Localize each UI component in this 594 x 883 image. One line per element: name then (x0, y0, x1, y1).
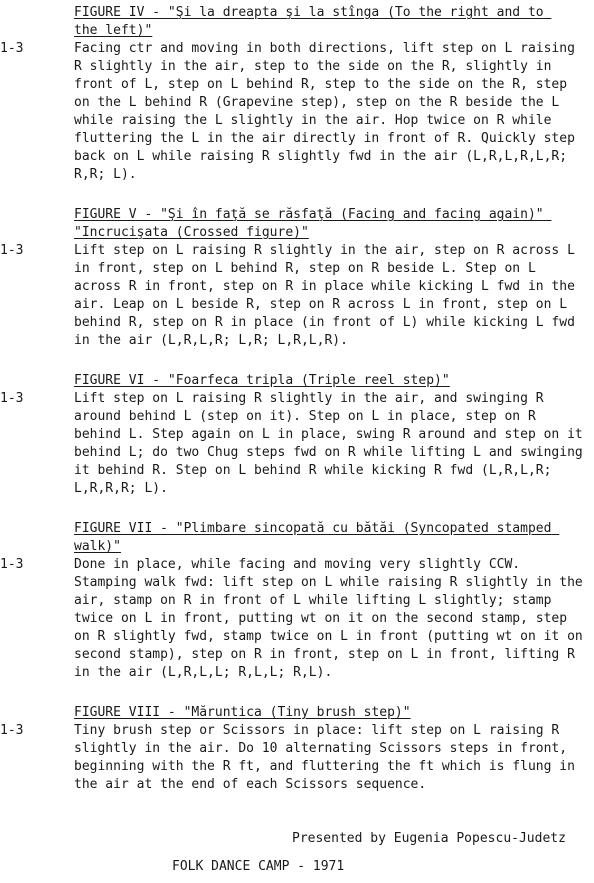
figure-title: FIGURE VI - "Foarfeca tripla (Triple reel step)" (74, 373, 450, 388)
presenter-credit: Presented by Eugenia Popescu-Judetz (292, 831, 566, 846)
count-label: 1-3 (0, 723, 24, 738)
figure-v (0, 206, 594, 350)
figure-title: FIGURE VIII - "Măruntica (Tiny brush step)" (74, 705, 411, 720)
figure-description: Facing ctr and moving in both directions, lift step on L raising R slightly in the air, step to the side on the R, slightly in front of L, step on L behind R, step to the side on the R, step on the L behind R (Grapevine step), step on the R beside the L while raising the L slightly in the air. Hop twice on R while fluttering the L in the air directly in front of R. Quickly step back on L while raising R slightly fwd in the air (L,R,L,R,L,R; R,R; L). (74, 41, 575, 182)
figure-title: FIGURE VII - "Plimbare sincopată cu bătăi (Syncopated stamped walk)" (74, 521, 560, 554)
camp-footer: FOLK DANCE CAMP - 1971 (172, 859, 345, 874)
count-label: 1-3 (0, 243, 24, 258)
figure-description: Lift step on L raising R slightly in the air, and swinging R around behind L (step on it). Step on L in place, step on R behind L. Step again on L in place, swing R around and step on it behind L; do two Chug steps fwd on R while lifting L and swinging it behind R. Step on L behind R while kicking R fwd (L,R,L,R; L,R,R,R; L). (74, 391, 583, 496)
figure-description: Done in place, while facing and moving very slightly CCW. Stamping walk fwd: lift step on L while raising R slightly in the air, stamp on R in front of L while lifting L slightly; stamp twice on L in front, putting wt on it on the second stamp, step on R slightly fwd, stamp twice on L in front (putting wt on it on second stamp), step on R in front, step on L in front, lifting R in the air (L,R,L,L; R,L,L; R,L). (74, 557, 583, 680)
count-label: 1-3 (0, 557, 24, 572)
figure-vi (0, 372, 594, 498)
count-label: 1-3 (0, 41, 24, 56)
figure-iv (0, 4, 594, 184)
figure-title: FIGURE IV - "Şi la dreapta şi la stînga (To the right and to the left)" (74, 5, 552, 38)
figure-viii (0, 704, 594, 794)
count-label: 1-3 (0, 391, 24, 406)
figure-vii (0, 520, 594, 682)
figure-description: Tiny brush step or Scissors in place: lift step on L raising R slightly in the air. Do 10 alternating Scissors steps in front, beginning with the R ft, and fluttering the ft which is flung in the air at the end of each Scissors sequence. (74, 723, 575, 792)
figure-description: Lift step on L raising R slightly in the air, step on R across L in front, step on L behind R, step on R beside L. Step on L across R in front, step on R in place while kicking L fwd in the air. Leap on L beside R, step on R across L in front, step on L behind R, step on R in place (in front of L) while kicking L fwd in the air (L,R,L,R; L,R; L,R,L,R). (74, 243, 575, 348)
figure-title: FIGURE V - "Şi în faţă se răsfaţă (Facing and facing again)" "Incrucişata (Crossed figure)" (74, 207, 552, 240)
